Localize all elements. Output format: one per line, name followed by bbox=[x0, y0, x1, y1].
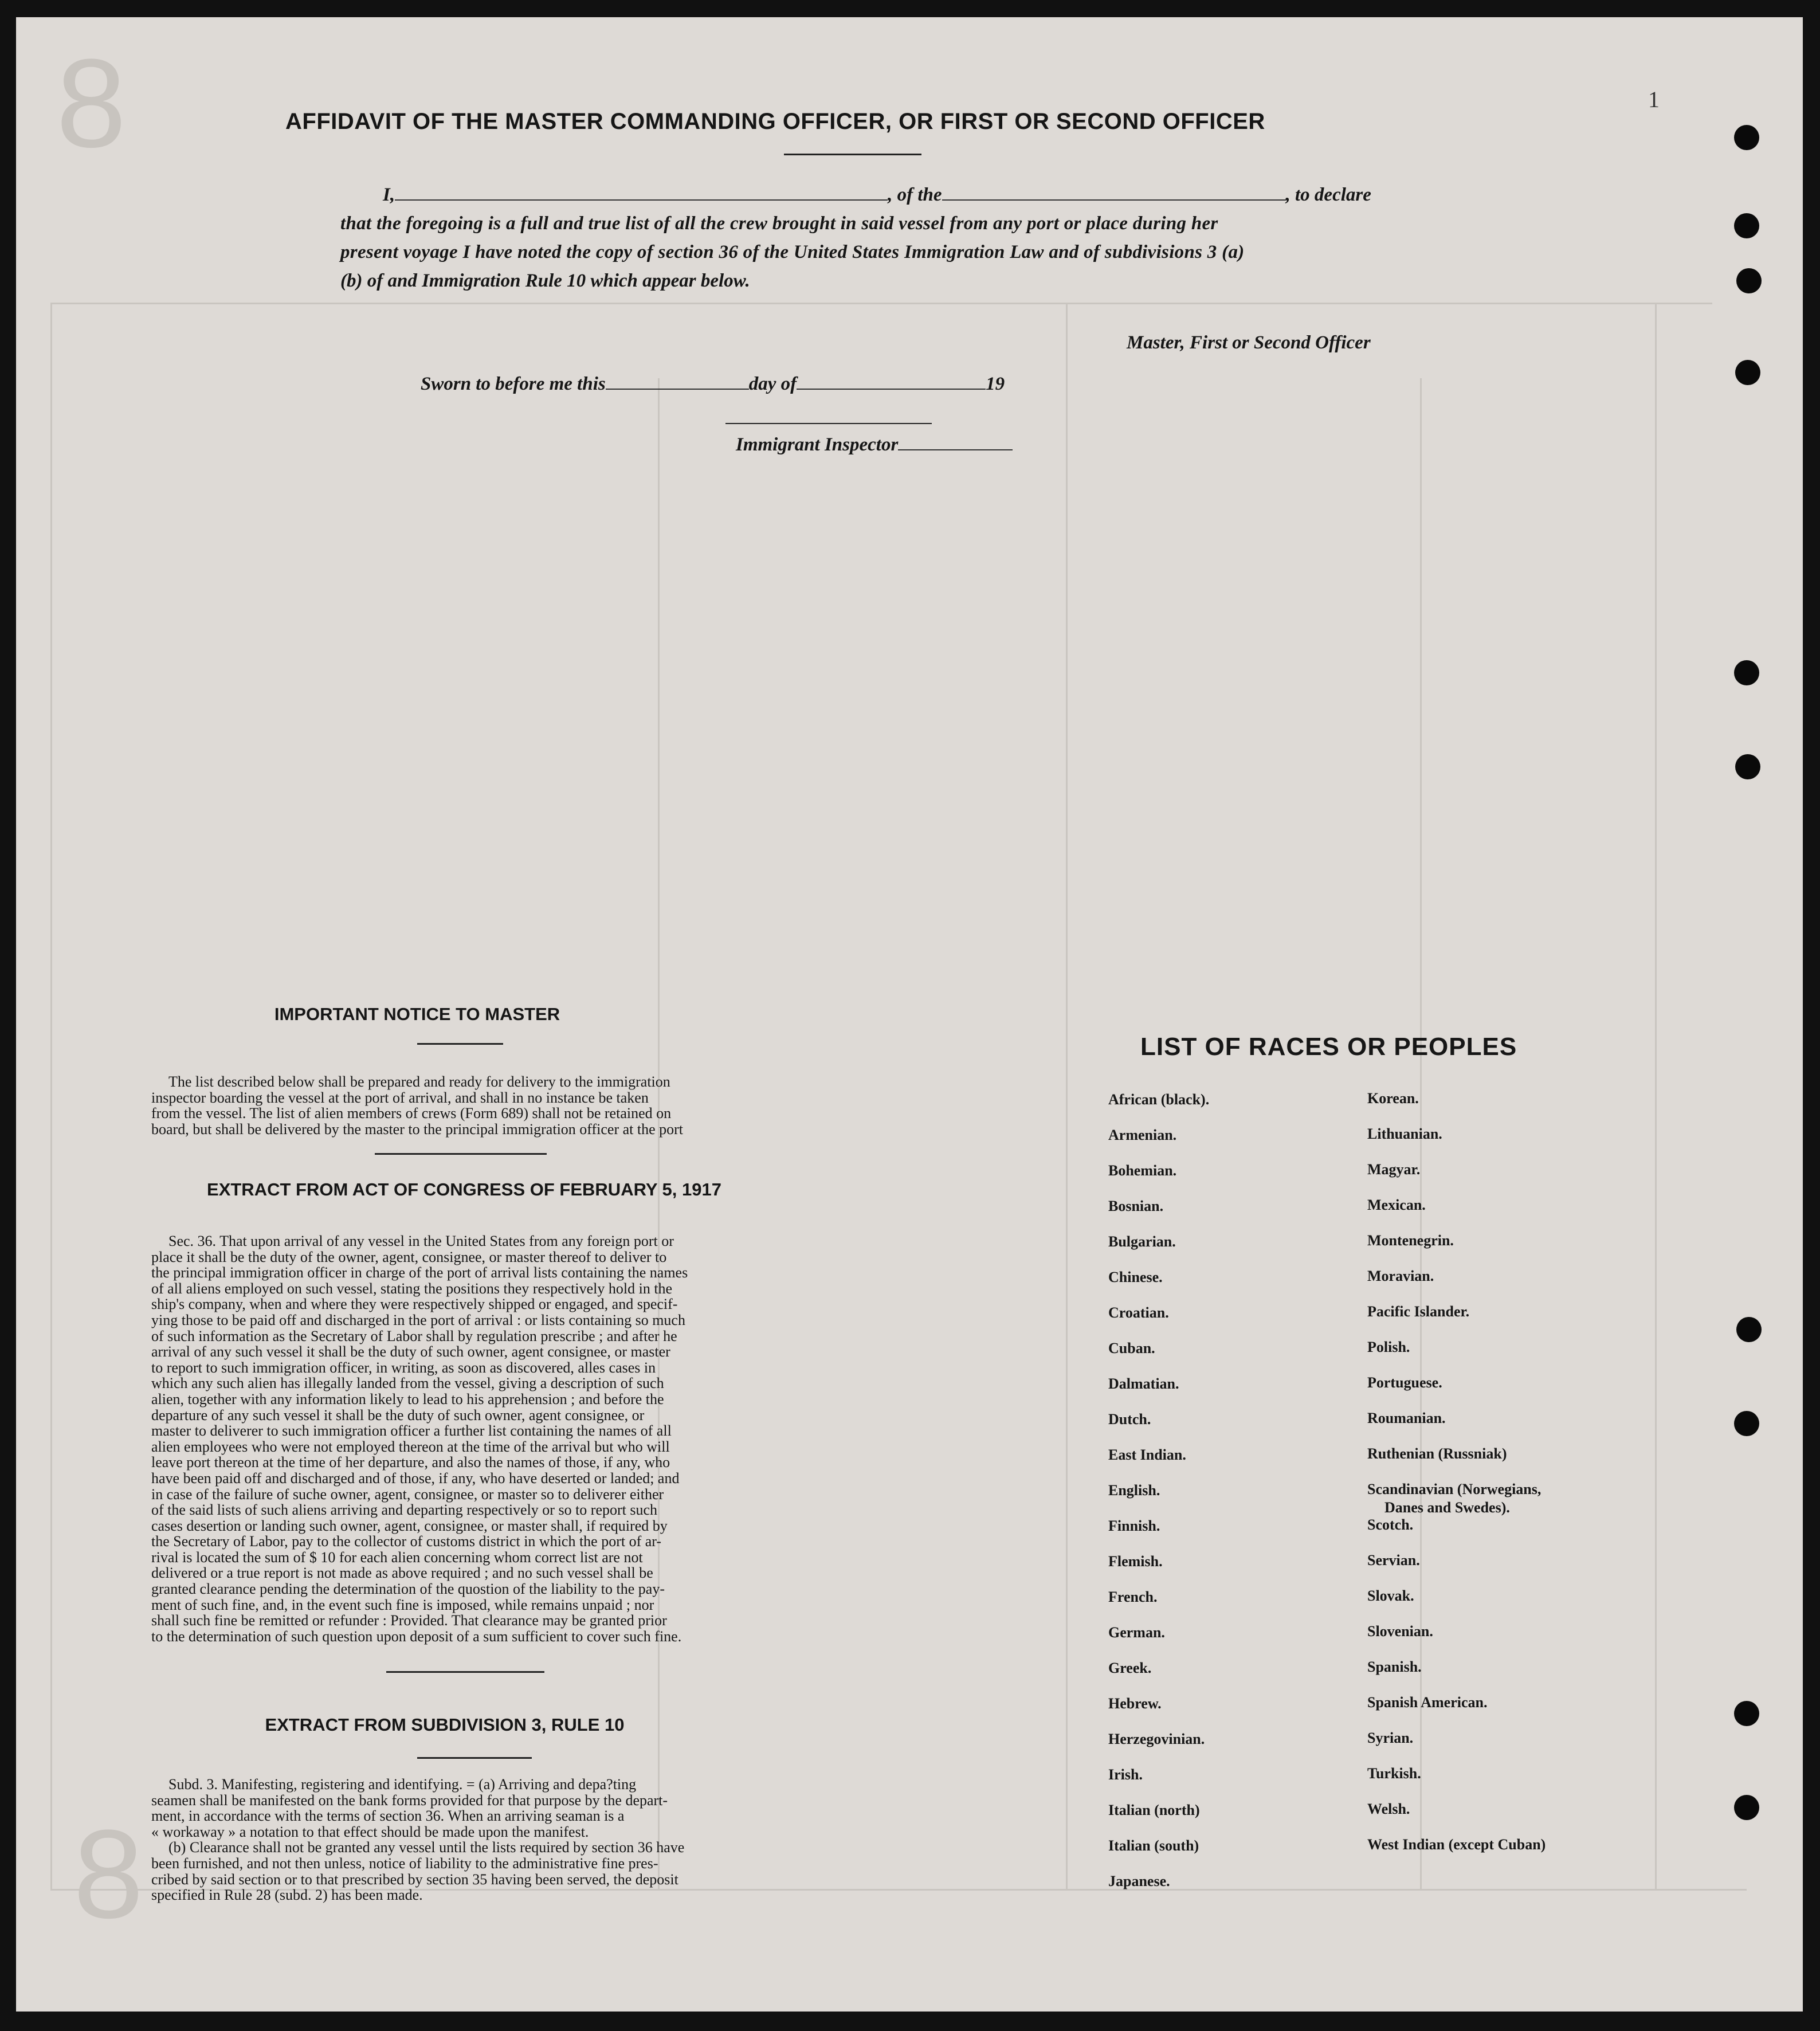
race-item: Slovak. bbox=[1367, 1587, 1414, 1604]
day-blank bbox=[606, 389, 749, 390]
act-line: alien employees who were not employed thereon at the time of the arrival but who will bbox=[151, 1438, 670, 1455]
ghost-corner-number: 8 bbox=[56, 33, 127, 174]
punch-hole bbox=[1734, 1795, 1759, 1820]
race-item: Servian. bbox=[1367, 1552, 1420, 1569]
race-item: Roumanian. bbox=[1367, 1410, 1446, 1426]
rule-line: been furnished, and not then unless, notice of liability to the administrative fine pres- bbox=[151, 1854, 658, 1872]
race-item: African (black). bbox=[1108, 1091, 1210, 1108]
bleed-through-line bbox=[1655, 303, 1657, 1890]
race-item: Hebrew. bbox=[1108, 1695, 1162, 1712]
act-line: Sec. 36. That upon arrival of any vessel in the United States from any foreign port or bbox=[168, 1233, 674, 1249]
race-item: Lithuanian. bbox=[1367, 1126, 1442, 1142]
race-item: Scotch. bbox=[1367, 1516, 1414, 1533]
notice-line: from the vessel. The list of alien members of crews (Form 689) shall not be retained on bbox=[151, 1105, 672, 1122]
race-item: West Indian (except Cuban) bbox=[1367, 1836, 1546, 1853]
punch-hole bbox=[1734, 125, 1759, 150]
race-item: Chinese. bbox=[1108, 1269, 1163, 1285]
act-line: departure of any such vessel it shall be the duty of such owner, agent consignee, or bbox=[151, 1406, 645, 1424]
race-item: Mexican. bbox=[1367, 1197, 1426, 1213]
punch-hole bbox=[1734, 660, 1759, 685]
race-item: English. bbox=[1108, 1482, 1160, 1499]
race-item: Irish. bbox=[1108, 1766, 1143, 1783]
bleed-through-line bbox=[50, 303, 52, 1890]
act-line: of all aliens employed on such vessel, stating the positions they respectively hold in the bbox=[151, 1280, 673, 1297]
race-item: Croatian. bbox=[1108, 1304, 1169, 1321]
punch-hole bbox=[1736, 268, 1762, 293]
extract-rule-title: EXTRACT FROM SUBDIVISION 3, RULE 10 bbox=[265, 1715, 625, 1735]
affidavit-line-2: that the foregoing is a full and true list of all the crew brought in said vessel from any port or place during her bbox=[340, 213, 1218, 234]
rule-line: ment, in accordance with the terms of section 36. When an arriving seaman is a bbox=[151, 1807, 625, 1825]
race-item: Moravian. bbox=[1367, 1268, 1434, 1284]
punch-hole bbox=[1734, 213, 1759, 238]
rule-line: « workaway » a notation to that effect should be made upon the manifest. bbox=[151, 1823, 589, 1840]
race-item: Bulgarian. bbox=[1108, 1233, 1176, 1250]
races-title: LIST OF RACES OR PEOPLES bbox=[1140, 1033, 1517, 1061]
race-item: Portuguese. bbox=[1367, 1374, 1442, 1391]
act-line: granted clearance pending the determination of the quostion of the liability to the pay- bbox=[151, 1581, 665, 1598]
race-item: Spanish. bbox=[1367, 1658, 1422, 1675]
race-item: Scandinavian (Norwegians, bbox=[1367, 1481, 1541, 1497]
inspector-signature-line bbox=[725, 423, 932, 424]
vessel-blank bbox=[942, 199, 1286, 201]
race-item: Ruthenian (Russniak) bbox=[1367, 1445, 1507, 1462]
act-line: have been paid off and discharged and of those, if any, who have deserted or landed; and bbox=[151, 1469, 680, 1487]
race-item: Flemish. bbox=[1108, 1553, 1163, 1570]
race-item: Italian (south) bbox=[1108, 1837, 1199, 1854]
act-line: delivered or a true report is not made as above required ; and no such vessel shall be bbox=[151, 1565, 653, 1582]
act-line: the Secretary of Labor, pay to the collector of customs district in which the port of ar- bbox=[151, 1533, 662, 1550]
race-item: Montenegrin. bbox=[1367, 1232, 1454, 1249]
act-divider bbox=[386, 1671, 544, 1673]
day-of-label: day of bbox=[748, 374, 797, 394]
signature-label: Master, First or Second Officer bbox=[1127, 332, 1371, 353]
notice-title: IMPORTANT NOTICE TO MASTER bbox=[274, 1004, 560, 1024]
i-label: I, bbox=[383, 185, 395, 205]
race-item: Japanese. bbox=[1108, 1873, 1170, 1889]
rule-line: specified in Rule 28 (subd. 2) has been made. bbox=[151, 1887, 423, 1904]
act-line: which any such alien has illegally landed from the vessel, giving a description of such bbox=[151, 1375, 664, 1392]
punch-hole bbox=[1736, 1317, 1762, 1342]
punch-hole bbox=[1734, 1701, 1759, 1726]
bleed-through-line bbox=[50, 303, 1712, 304]
race-item: Slovenian. bbox=[1367, 1623, 1433, 1640]
notice-line: inspector boarding the vessel at the port of arrival, and shall in no instance be taken bbox=[151, 1089, 649, 1106]
notice-underline bbox=[417, 1043, 503, 1045]
race-item: Turkish. bbox=[1367, 1765, 1421, 1782]
race-item: Pacific Islander. bbox=[1367, 1303, 1470, 1320]
ghost-corner-number-bottom: 8 bbox=[73, 1803, 144, 1944]
race-item: Korean. bbox=[1367, 1090, 1419, 1107]
race-item: Armenian. bbox=[1108, 1127, 1177, 1143]
race-item: Syrian. bbox=[1367, 1730, 1414, 1746]
race-item: Cuban. bbox=[1108, 1340, 1155, 1356]
race-item: East Indian. bbox=[1108, 1446, 1186, 1463]
year-label: 19 bbox=[986, 374, 1005, 394]
inspector-label: Immigrant Inspector bbox=[736, 434, 899, 455]
act-line: leave port thereon at the time of her departure, and also the names of those, if any, who bbox=[151, 1454, 670, 1471]
act-line: to report to such immigration officer, in writing, as soon as discovered, alles cases in bbox=[151, 1359, 656, 1376]
act-line: the principal immigration officer in charge of the port of arrival lists containing the names bbox=[151, 1264, 688, 1281]
extract-act-title: EXTRACT FROM ACT OF CONGRESS OF FEBRUARY 5, 1917 bbox=[207, 1179, 721, 1199]
punch-hole bbox=[1734, 1411, 1759, 1436]
rule-title-underline bbox=[417, 1757, 532, 1759]
race-item: Danes and Swedes). bbox=[1384, 1499, 1510, 1516]
affidavit-line-4: (b) of and Immigration Rule 10 which appear below. bbox=[340, 270, 750, 291]
act-line: ship's company, when and where they were respectively shipped or engaged, and specif- bbox=[151, 1296, 678, 1313]
rule-line: seamen shall be manifested on the bank forms provided for that purpose by the depart- bbox=[151, 1791, 668, 1809]
act-line: arrival of any such vessel it shall be the duty of such owner, agent consignee, or master bbox=[151, 1343, 670, 1360]
to-declare-label: , to declare bbox=[1285, 185, 1371, 205]
race-item: German. bbox=[1108, 1624, 1165, 1641]
sworn-label: Sworn to before me this bbox=[421, 374, 606, 394]
act-line: master to deliverer to such immigration officer a further list containing the names of all bbox=[151, 1422, 672, 1440]
act-line: ment of such fine, and, in the event such fine is imposed, while remains unpaid ; nor bbox=[151, 1596, 654, 1613]
race-item: Spanish American. bbox=[1367, 1694, 1488, 1711]
rule-line: cribed by said section or to that prescribed by section 35 having been served, the deposit bbox=[151, 1871, 678, 1888]
punch-hole bbox=[1735, 360, 1760, 385]
race-item: Polish. bbox=[1367, 1339, 1410, 1355]
race-item: Greek. bbox=[1108, 1660, 1152, 1676]
extract-act-text bbox=[151, 1233, 811, 1644]
race-item: Welsh. bbox=[1367, 1801, 1410, 1817]
race-item: French. bbox=[1108, 1589, 1158, 1605]
margin-tick: 1 bbox=[1648, 87, 1660, 112]
notice-line: board, but shall be delivered by the master to the principal immigration officer at the port bbox=[151, 1120, 684, 1138]
race-item: Herzegovinian. bbox=[1108, 1731, 1205, 1747]
act-line: rival is located the sum of $ 10 for each alien concerning whom correct list are not bbox=[151, 1548, 643, 1566]
rule-line: (b) Clearance shall not be granted any vessel until the lists required by section 36 have bbox=[168, 1839, 685, 1856]
name-blank bbox=[395, 199, 888, 201]
notice-divider bbox=[375, 1153, 547, 1155]
act-line: alien, together with any information likely to lead to his apprehension ; and before the bbox=[151, 1390, 664, 1407]
race-item: Bosnian. bbox=[1108, 1198, 1164, 1214]
race-item: Magyar. bbox=[1367, 1161, 1421, 1178]
act-line: shall such fine be remitted or refunder : Provided. That clearance may be granted prior bbox=[151, 1612, 667, 1629]
notice-line: The list described below shall be prepared and ready for delivery to the immigration bbox=[168, 1073, 670, 1090]
punch-hole bbox=[1735, 754, 1760, 779]
act-line: of the said lists of such aliens arriving and departing respectively or so to report such bbox=[151, 1501, 658, 1519]
rule-line: Subd. 3. Manifesting, registering and identifying. = (a) Arriving and depa?ting bbox=[168, 1776, 637, 1793]
bleed-through-line bbox=[1066, 303, 1068, 1890]
act-line: place it shall be the duty of the owner, agent, consignee, or master thereof to deliver to bbox=[151, 1248, 667, 1265]
title-underline bbox=[784, 154, 921, 155]
act-line: cases desertion or landing such owner, agent, consignee, or master shall, if required by bbox=[151, 1517, 668, 1534]
race-item: Dutch. bbox=[1108, 1411, 1151, 1428]
affidavit-title: AFFIDAVIT OF THE MASTER COMMANDING OFFICER, OR FIRST OR SECOND OFFICER bbox=[285, 109, 1265, 134]
race-item: Bohemian. bbox=[1108, 1162, 1177, 1179]
document-page bbox=[16, 17, 1803, 2012]
act-line: to the determination of such question upon deposit of a sum sufficient to cover such fine. bbox=[151, 1628, 682, 1645]
race-item: Italian (north) bbox=[1108, 1802, 1200, 1818]
of-the-label: , of the bbox=[888, 185, 942, 205]
affidavit-line-1 bbox=[383, 185, 1371, 206]
inspector-blank bbox=[898, 449, 1013, 450]
act-line: in case of the failure of suche owner, agent, consignee, or master so to deliverer either bbox=[151, 1485, 664, 1503]
race-item: Finnish. bbox=[1108, 1518, 1160, 1534]
race-item: Dalmatian. bbox=[1108, 1375, 1179, 1392]
act-line: of such information as the Secretary of Labor shall by regulation prescribe ; and after he bbox=[151, 1327, 677, 1344]
act-line: ying those to be paid off and discharged in the port of arrival : or lists containing so much bbox=[151, 1311, 685, 1328]
inspector-line bbox=[736, 434, 1013, 456]
affidavit-line-3: present voyage I have noted the copy of section 36 of the United States Immigration Law and of subdivisions 3 (a) bbox=[340, 242, 1245, 262]
notice-text bbox=[151, 1074, 811, 1137]
month-blank bbox=[797, 389, 986, 390]
sworn-line bbox=[421, 374, 1005, 395]
extract-rule-text bbox=[151, 1777, 811, 1903]
